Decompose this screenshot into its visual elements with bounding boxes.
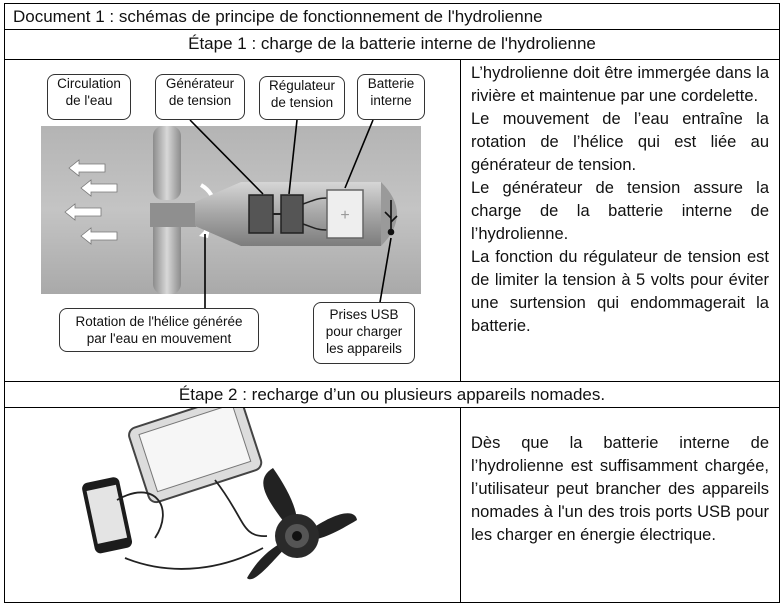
label-water-circulation: Circulation de l'eau: [47, 74, 131, 120]
cable-tablet: [215, 480, 267, 536]
tablet-icon: [127, 408, 263, 504]
generator-box: [249, 195, 273, 233]
svg-text:+: +: [340, 207, 350, 224]
devices-illustration: [5, 408, 460, 604]
label-battery: Batterie interne: [357, 74, 425, 120]
step1-row: [5, 60, 779, 382]
blade-top: [153, 126, 181, 200]
cable-phone: [125, 548, 263, 569]
column-divider: [460, 60, 461, 381]
document-title: Document 1 : schémas de principe de fonctionnement de l'hydrolienne: [5, 4, 779, 30]
blade-bottom: [153, 218, 181, 294]
label-generator: Générateur de tension: [155, 74, 245, 120]
label-regulator: Régulateur de tension: [259, 76, 345, 120]
column-divider-2: [460, 408, 461, 602]
shaft: [150, 203, 196, 227]
regulator-box: [281, 195, 303, 233]
hydrolienne-icon: [247, 468, 357, 579]
label-usb-ports: Prises USB pour charger les appareils: [313, 302, 415, 364]
step2-text: Dès que la batterie interne de l’hydrolienne est suffisamment chargée, l’utilisateur peut brancher des appareils nomades à l'un des trois ports USB pour les charger en énergie électrique.: [471, 434, 769, 544]
step2-heading: Étape 2 : recharge d’un ou plusieurs appareils nomades.: [5, 382, 779, 408]
label-propeller-rotation: Rotation de l'hélice générée par l'eau en mouvement: [59, 308, 259, 352]
document-frame: [4, 3, 780, 603]
step1-heading: Étape 1 : charge de la batterie interne de l'hydrolienne: [5, 30, 779, 60]
step2-row: [5, 408, 779, 602]
smartphone-icon: [81, 476, 133, 554]
step1-text: L’hydrolienne doit être immergée dans la rivière et maintenue par une cordelette. Le mouvement de l’eau entraîne la rotation de l’hélice qui est liée au générateur de tension. Le générateur de tension assure la charge de la batterie interne de l’hydrolienne. La fonction du régulateur de tension est de limiter la tension à 5 volts pour éviter une surtension qui endommagerait la batterie.: [471, 64, 769, 335]
